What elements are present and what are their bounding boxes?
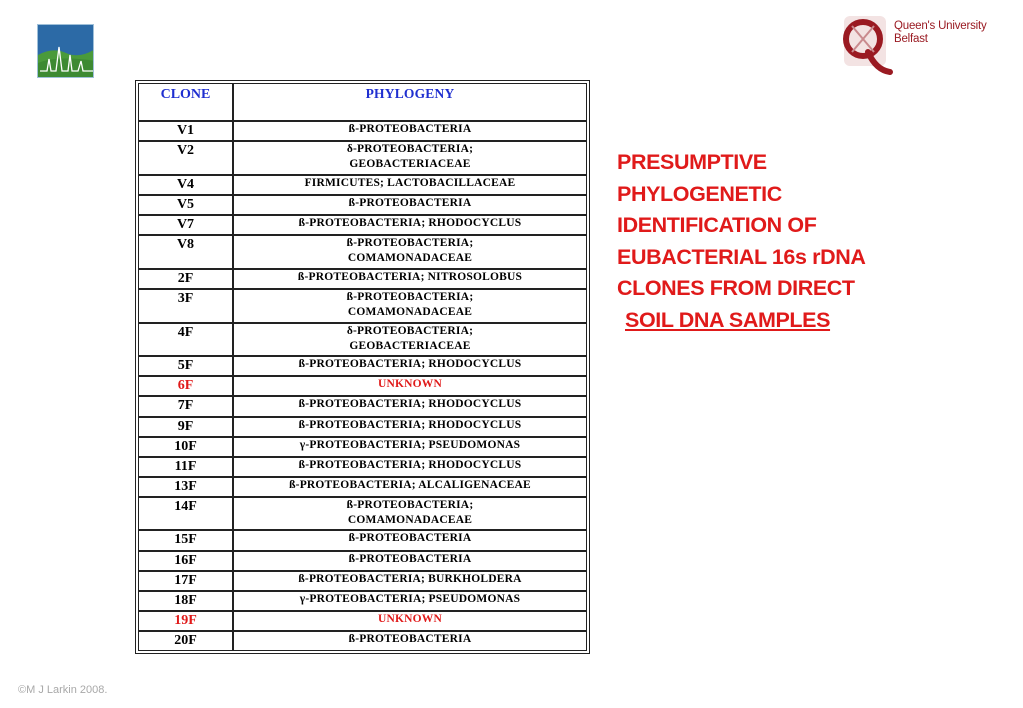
table-row — [138, 497, 587, 531]
phylogeny-line1: ß-PROTEOBACTERIA; RHODOCYCLUS — [298, 418, 522, 431]
clone-cell: 19F — [138, 611, 233, 631]
phylogeny-cell — [233, 235, 587, 269]
table-row — [138, 591, 587, 611]
phylogeny-line2: GEOBACTERIACEAE — [349, 158, 471, 171]
phylogeny-line1: ß-PROTEOBACTERIA; RHODOCYCLUS — [298, 458, 522, 471]
header-phylogeny: PHYLOGENY — [233, 83, 587, 121]
table-row — [138, 631, 587, 651]
phylogeny-cell — [233, 611, 587, 631]
clone-cell: 5F — [138, 356, 233, 376]
phylogeny-cell — [233, 591, 587, 611]
clone-cell: 9F — [138, 417, 233, 437]
phylogeny-line1: δ-PROTEOBACTERIA; — [346, 143, 474, 156]
phylogeny-line1: ß-PROTEOBACTERIA; ALCALIGENACEAE — [289, 478, 531, 491]
table-row — [138, 417, 587, 437]
qub-logo — [838, 12, 998, 77]
table-row — [138, 477, 587, 497]
phylogeny-cell — [233, 175, 587, 195]
table-row — [138, 121, 587, 141]
slide-title — [617, 147, 947, 336]
header-clone: CLONE — [138, 83, 233, 121]
phylogeny-line2: COMAMONADACEAE — [347, 305, 473, 318]
table-row — [138, 289, 587, 323]
clone-cell: 15F — [138, 530, 233, 550]
title-line-underlined: SOIL DNA SAMPLES — [625, 307, 831, 332]
table-row — [138, 356, 587, 376]
copyright-text: ©M J Larkin 2008. — [18, 684, 108, 696]
clone-cell: 17F — [138, 571, 233, 591]
clone-phylogeny-table — [135, 80, 590, 654]
qub-name-line1: Queen's University — [894, 20, 987, 32]
table-row — [138, 571, 587, 591]
clone-cell: V8 — [138, 235, 233, 269]
phylogeny-line1: UNKNOWN — [377, 612, 442, 625]
phylogeny-line1: γ-PROTEOBACTERIA; PSEUDOMONAS — [299, 438, 521, 451]
clone-cell: 4F — [138, 323, 233, 357]
clone-cell: 2F — [138, 269, 233, 289]
phylogeny-line2: COMAMONADACEAE — [347, 251, 473, 264]
phylogeny-cell — [233, 417, 587, 437]
phylogeny-line2: COMAMONADACEAE — [347, 513, 473, 526]
clone-cell: 3F — [138, 289, 233, 323]
phylogeny-cell — [233, 477, 587, 497]
phylogeny-line1: UNKNOWN — [377, 378, 442, 391]
table-row — [138, 457, 587, 477]
table-row — [138, 437, 587, 457]
table-header-row — [138, 83, 587, 121]
phylogeny-cell — [233, 141, 587, 175]
phylogeny-line1: ß-PROTEOBACTERIA; RHODOCYCLUS — [298, 216, 522, 229]
qub-name-line2: Belfast — [894, 33, 928, 45]
table-row — [138, 376, 587, 396]
phylogeny-cell — [233, 323, 587, 357]
table-row — [138, 141, 587, 175]
table-row — [138, 530, 587, 550]
clone-cell: 7F — [138, 396, 233, 416]
clone-table — [138, 83, 587, 651]
title-line: PHYLOGENETIC — [617, 181, 782, 206]
qub-crest-icon — [838, 12, 898, 77]
title-line: IDENTIFICATION OF — [617, 213, 817, 237]
clone-cell: V1 — [138, 121, 233, 141]
table-row — [138, 195, 587, 215]
phylogeny-cell — [233, 215, 587, 235]
phylogeny-line1: ß-PROTEOBACTERIA — [348, 532, 472, 545]
table-body — [138, 83, 587, 651]
title-line: CLONES FROM DIRECT — [617, 276, 855, 300]
clone-cell: 10F — [138, 437, 233, 457]
title-line: EUBACTERIAL 16s rDNA — [617, 244, 866, 269]
clone-cell: V5 — [138, 195, 233, 215]
phylogeny-cell — [233, 437, 587, 457]
phylogeny-cell — [233, 195, 587, 215]
table-row — [138, 396, 587, 416]
phylogeny-line1: ß-PROTEOBACTERIA — [348, 632, 472, 645]
clone-cell: 20F — [138, 631, 233, 651]
table-row — [138, 323, 587, 357]
clone-cell: 16F — [138, 551, 233, 571]
clone-cell: V2 — [138, 141, 233, 175]
phylogeny-cell — [233, 497, 587, 531]
phylogeny-cell — [233, 289, 587, 323]
phylogeny-line1: ß-PROTEOBACTERIA; — [346, 498, 474, 511]
clone-cell: V7 — [138, 215, 233, 235]
phylogeny-line1: ß-PROTEOBACTERIA — [348, 123, 472, 135]
phylogeny-cell — [233, 121, 587, 141]
table-row — [138, 235, 587, 269]
phylogeny-line1: ß-PROTEOBACTERIA; BURKHOLDERA — [298, 572, 522, 585]
phylogeny-line1: ß-PROTEOBACTERIA — [348, 196, 472, 209]
phylogeny-line1: ß-PROTEOBACTERIA; RHODOCYCLUS — [298, 398, 522, 411]
phylogeny-line1: ß-PROTEOBACTERIA; — [346, 290, 474, 303]
clone-cell: 18F — [138, 591, 233, 611]
title-line: PRESUMPTIVE — [617, 150, 767, 174]
phylogeny-line1: ß-PROTEOBACTERIA — [348, 552, 472, 565]
clone-cell: V4 — [138, 175, 233, 195]
phylogeny-cell — [233, 396, 587, 416]
phylogeny-line1: ß-PROTEOBACTERIA; — [346, 236, 474, 249]
table-row — [138, 551, 587, 571]
table-row — [138, 269, 587, 289]
clone-cell: 13F — [138, 477, 233, 497]
phylogeny-line1: FIRMICUTES; LACTOBACILLACEAE — [304, 176, 516, 189]
phylogeny-cell — [233, 551, 587, 571]
clone-cell: 6F — [138, 376, 233, 396]
phylogeny-line1: γ-PROTEOBACTERIA; PSEUDOMONAS — [299, 592, 521, 605]
clone-cell: 11F — [138, 457, 233, 477]
phylogeny-cell — [233, 376, 587, 396]
phylogeny-cell — [233, 269, 587, 289]
phylogeny-cell — [233, 356, 587, 376]
phylogeny-line1: δ-PROTEOBACTERIA; — [346, 324, 474, 337]
phylogeny-cell — [233, 457, 587, 477]
phylogeny-line1: ß-PROTEOBACTERIA; RHODOCYCLUS — [298, 358, 522, 371]
table-row — [138, 175, 587, 195]
phylogeny-cell — [233, 571, 587, 591]
phylogeny-line2: GEOBACTERIACEAE — [349, 339, 471, 352]
qub-wordmark — [894, 20, 987, 46]
phylogeny-cell — [233, 530, 587, 550]
spectrum-logo-graphic — [38, 25, 94, 78]
clone-cell: 14F — [138, 497, 233, 531]
spectrum-logo — [37, 24, 94, 78]
phylogeny-cell — [233, 631, 587, 651]
table-row — [138, 215, 587, 235]
phylogeny-line1: ß-PROTEOBACTERIA; NITROSOLOBUS — [297, 270, 523, 283]
table-row — [138, 611, 587, 631]
